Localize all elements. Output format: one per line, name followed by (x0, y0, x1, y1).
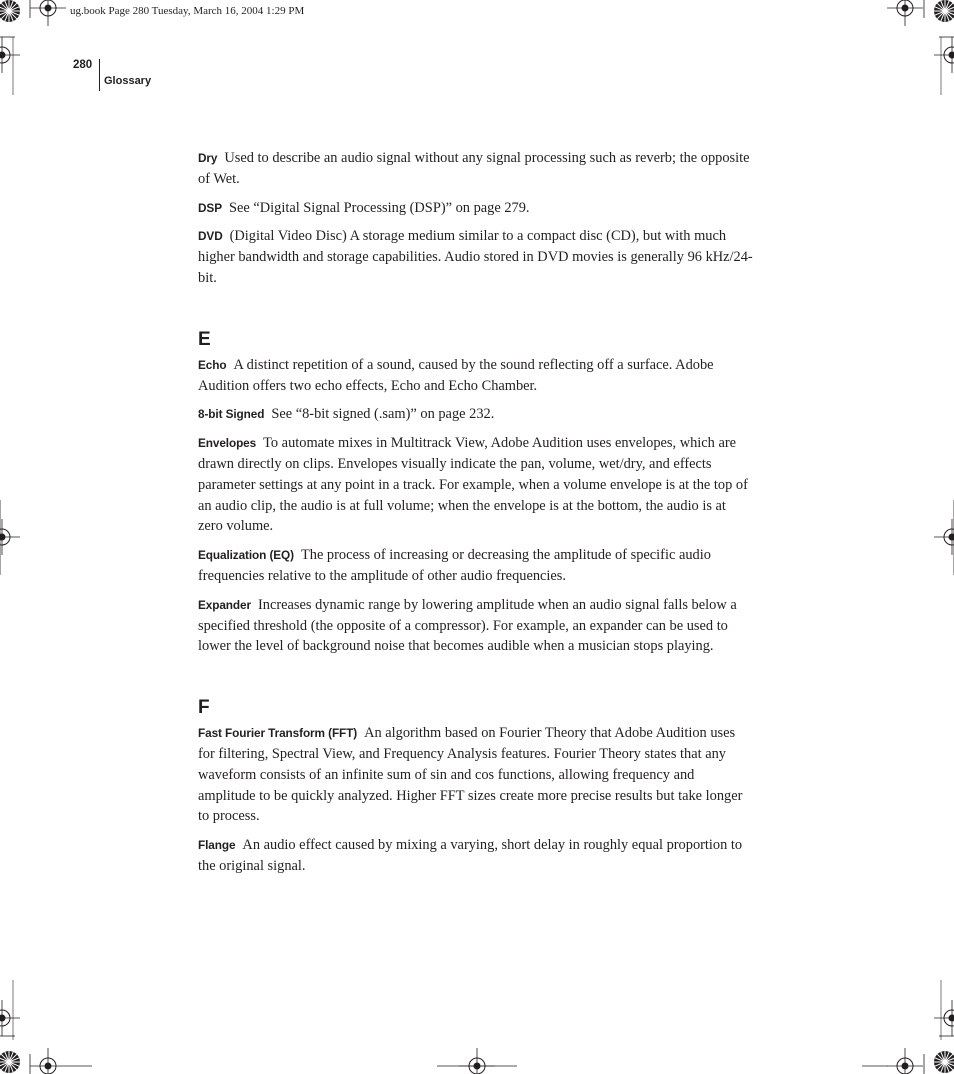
glossary-term: DVD (198, 229, 223, 244)
glossary-entry-8-bit-signed (198, 404, 754, 425)
header-rule (99, 59, 100, 91)
glossary-definition: The process of increasing or decreasing the amplitude of specific audio frequencies relative to the amplitude of other audio frequencies. (198, 547, 711, 584)
running-head: Glossary (104, 75, 152, 87)
glossary-definition: Used to describe an audio signal without any signal processing such as reverb; the opposite of Wet. (198, 150, 750, 187)
glossary-entry-dvd (198, 226, 754, 288)
glossary-entry-equalization (198, 545, 754, 587)
crosshair-icon (934, 1000, 954, 1036)
glossary-content (198, 148, 754, 885)
glossary-definition: A distinct repetition of a sound, caused by the sound reflecting off a surface. Adobe Audition offers two echo effects, Echo and Echo Chamber. (198, 356, 714, 394)
glossary-term: Expander (198, 597, 251, 612)
crosshair-icon (30, 0, 66, 26)
glossary-entry-flange (198, 835, 754, 877)
glossary-definition: See “Digital Signal Processing (DSP)” on page 279. (228, 199, 530, 216)
glossary-term: Fast Fourier Transform (FFT) (198, 726, 358, 741)
glossary-group-f (198, 697, 754, 877)
page-number: 280 (73, 59, 93, 71)
glossary-term: Flange (198, 838, 236, 853)
starburst-icon (0, 0, 20, 22)
glossary-term: 8-bit Signed (198, 407, 265, 422)
glossary-entry-dry (198, 148, 754, 190)
glossary-entry-echo (198, 355, 754, 397)
glossary-term: Echo (198, 357, 227, 372)
starburst-icon (934, 1051, 954, 1073)
crosshair-icon (0, 37, 20, 73)
print-slug: ug.book Page 280 Tuesday, March 16, 2004 1:29 PM (70, 5, 305, 17)
crosshair-icon (934, 37, 954, 73)
starburst-icon (934, 0, 954, 22)
crosshair-icon (0, 519, 20, 555)
crosshair-icon (934, 519, 954, 555)
glossary-term: Dry (198, 151, 218, 165)
crosshair-icon (0, 1000, 20, 1036)
crosshair-icon (459, 1048, 495, 1074)
glossary-definition: To automate mixes in Multitrack View, Adobe Audition uses envelopes, which are drawn directly on clips. Envelopes visually indicate the pan, volume, wet/dry, and effects parameter settings at any point in a track. For example, when a volume envelope is at the top of an audio clip, the audio is at full volume; when the envelope is at the bottom, the audio is at zero volume. (198, 435, 748, 535)
glossary-definition: An audio effect caused by mixing a varying, short delay in roughly equal proportion to the original signal. (198, 837, 743, 874)
glossary-definition: (Digital Video Disc) A storage medium similar to a compact disc (CD), but with much higher bandwidth and storage capabilities. Audio stored in DVD movies is generally 96 kHz/24-bit. (198, 228, 753, 286)
crosshair-icon (887, 1048, 923, 1074)
glossary-entry-expander (198, 595, 754, 657)
crosshair-icon (887, 0, 923, 26)
glossary-term: Envelopes (198, 436, 257, 451)
glossary-term: DSP (198, 200, 222, 215)
glossary-entry-fft (198, 723, 754, 827)
starburst-icon (0, 1051, 20, 1073)
section-heading-f: F (198, 697, 210, 719)
glossary-entry-envelopes (198, 433, 754, 537)
glossary-group-d (198, 148, 754, 289)
glossary-definition: See “8-bit signed (.sam)” on page 232. (271, 406, 495, 423)
glossary-definition: Increases dynamic range by lowering amplitude when an audio signal falls below a specified threshold (the opposite of a compressor). For example, an expander can be used to lower the level of background noise that becomes audible when a musician stops playing. (198, 596, 737, 655)
glossary-group-e (198, 329, 754, 657)
glossary-entry-dsp (198, 198, 754, 219)
section-heading-e: E (198, 328, 211, 350)
crosshair-icon (30, 1048, 66, 1074)
glossary-term: Equalization (EQ) (198, 548, 294, 563)
glossary-definition: An algorithm based on Fourier Theory that Adobe Audition uses for filtering, Spectral View, and Frequency Analysis features. Fourier Theory states that any waveform consists of an infinite sum of sin and cos functions, allowing frequency and amplitude to be quickly analyzed. Higher FFT sizes create more precise results but take longer to process. (198, 725, 743, 825)
